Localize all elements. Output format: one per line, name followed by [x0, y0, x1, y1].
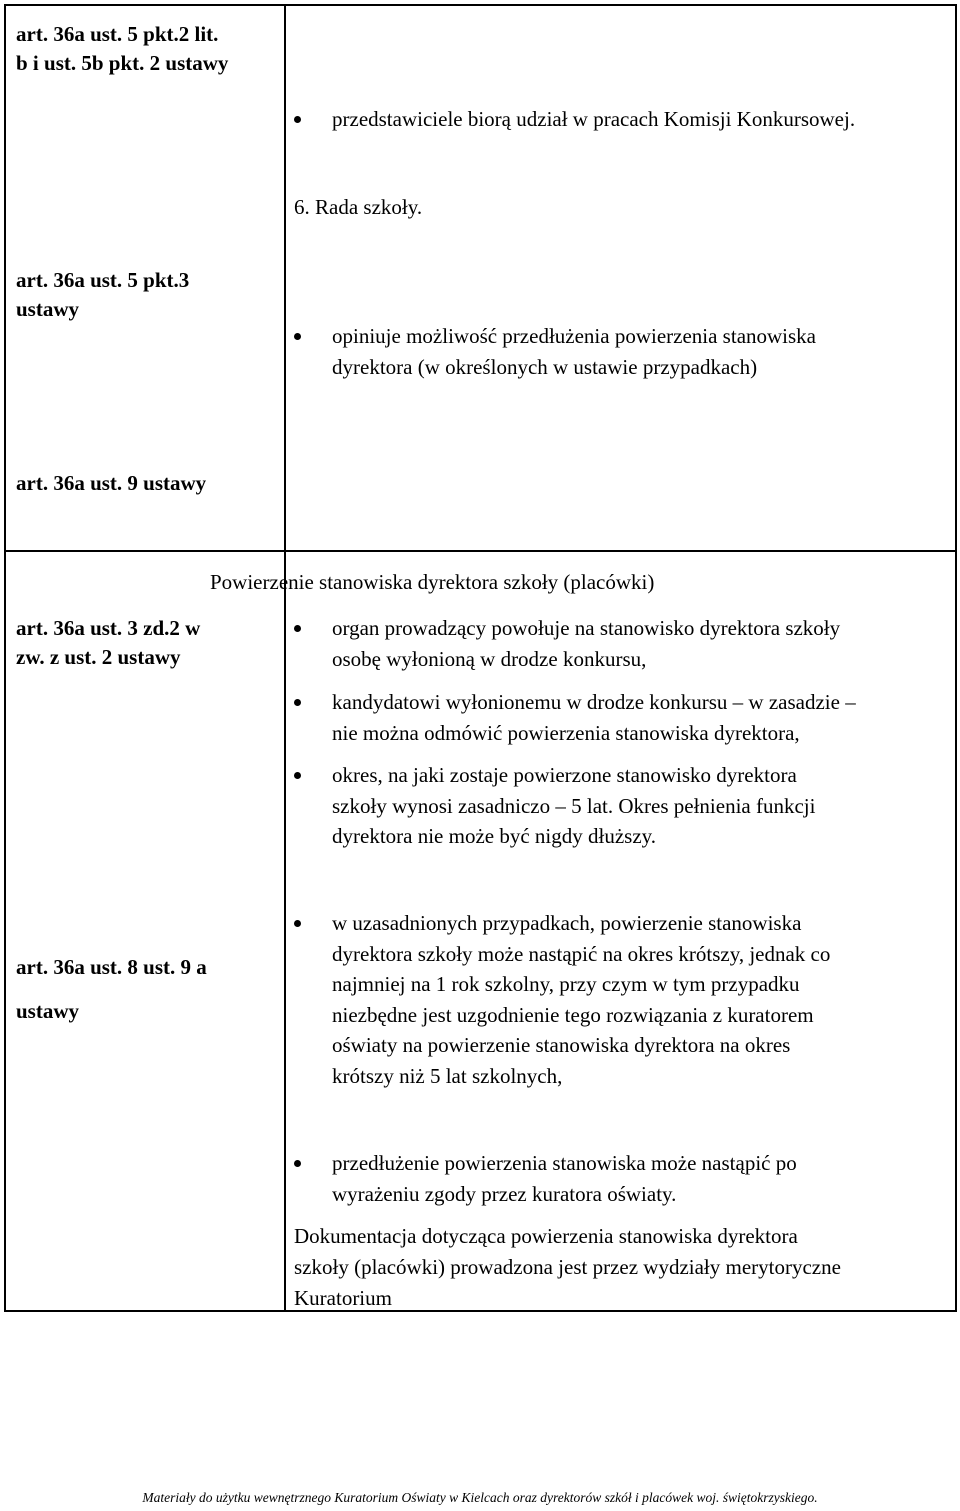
section-title: Powierzenie stanowiska dyrektora szkoły (placówki) — [210, 570, 655, 594]
bullet-icon — [294, 333, 301, 340]
bullet-icon — [294, 699, 301, 706]
legal-reference: art. 36a ust. 9 ustawy — [16, 471, 207, 495]
bullet-icon — [294, 625, 301, 632]
legal-reference: art. 36a ust. 3 zd.2 w zw. z ust. 2 ustawy — [16, 616, 201, 669]
table-row-divider — [4, 550, 957, 552]
legal-reference: art. 36a ust. 8 ust. 9 a ustawy — [16, 955, 207, 1023]
table-left-border — [4, 4, 6, 1312]
legal-reference: art. 36a ust. 5 pkt.2 lit. b i ust. 5b pkt. 2 ustawy — [16, 22, 229, 75]
table-column-divider — [284, 4, 286, 1312]
bullet-icon — [294, 772, 301, 779]
bullet-icon — [294, 116, 301, 123]
bullet-icon — [294, 1160, 301, 1167]
documentation-note: Dokumentacja dotycząca powierzenia stanowiska dyrektora szkoły (placówki) prowadzona jest przez wydziały merytoryczne Kuratorium — [294, 1224, 841, 1310]
table-right-border — [955, 4, 957, 1312]
legal-reference: art. 36a ust. 5 pkt.3 ustawy — [16, 268, 190, 321]
table-top-border — [4, 4, 957, 6]
bullet-icon — [294, 920, 301, 927]
page-footer: Materiały do użytku wewnętrznego Kuratorium Oświaty w Kielcach oraz dyrektorów szkół i placówek woj. świętokrzyskiego. — [142, 1490, 818, 1505]
numbered-heading: 6. Rada szkoły. — [294, 195, 423, 219]
